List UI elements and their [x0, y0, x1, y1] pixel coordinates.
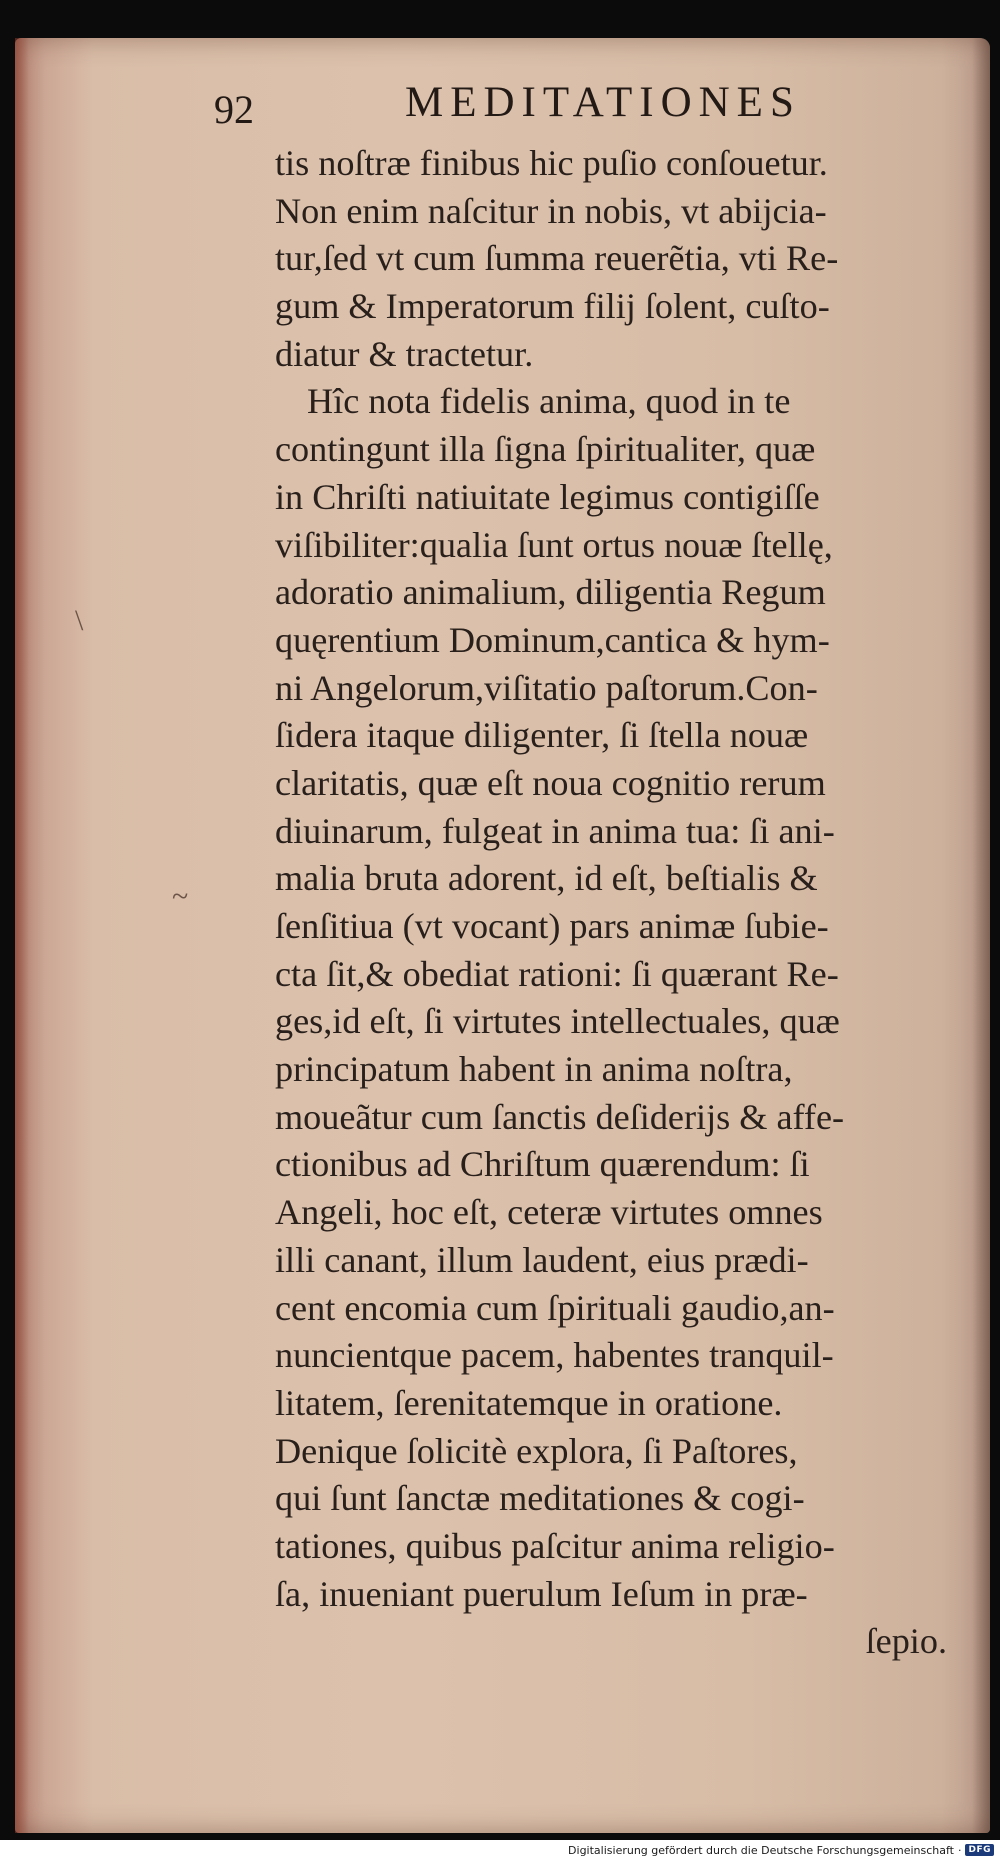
text-line: ſa, inueniant puerulum Ieſum in præ-: [275, 1573, 808, 1614]
text-line: Denique ſolicitè explora, ſi Paſtores,: [275, 1430, 798, 1471]
margin-mark: ~: [172, 880, 189, 913]
text-line: cent encomia cum ſpirituali gaudio,an-: [275, 1287, 835, 1328]
text-line: contingunt illa ſigna ſpiritualiter, quæ: [275, 429, 816, 470]
text-line: ni Angelorum,viſitatio paſtorum.Con-: [275, 667, 818, 708]
text-line: diatur & tractetur.: [275, 333, 534, 374]
text-line: diuinarum, fulgeat in anima tua: ſi ani-: [275, 810, 835, 851]
body-text: [275, 140, 975, 1666]
text-line: Non enim naſcitur in nobis, vt abijcia-: [275, 190, 827, 231]
text-line: adoratio animalium, diligentia Regum: [275, 572, 826, 613]
running-head: [200, 68, 840, 138]
margin-mark: \: [75, 604, 84, 637]
page-number: 92: [214, 87, 254, 132]
text-line: nuncientque pacem, habentes tranquil-: [275, 1335, 834, 1376]
text-line: viſibiliter:qualia ſunt ortus nouæ ſtellę,: [275, 524, 833, 565]
dfg-logo-icon: DFG: [965, 1844, 994, 1856]
text-line: gum & Imperatorum filij ſolent, cuſto-: [275, 286, 830, 327]
text-line: Angeli, hoc eſt, ceteræ virtutes omnes: [275, 1192, 823, 1233]
text-line: tur,ſed vt cum ſumma reuerẽtia, vti Re-: [275, 238, 839, 279]
digitization-credit: [568, 1841, 994, 1859]
text-line: ſidera itaque diligenter, ſi ſtella nouæ: [275, 715, 809, 756]
text-line: ſenſitiua (vt vocant) pars animæ ſubie-: [275, 906, 829, 946]
text-line: ſepio.: [865, 1621, 947, 1662]
text-line: Hîc nota fidelis anima, quod in te: [307, 381, 791, 422]
text-line: ctionibus ad Chriſtum quærendum: ſi: [275, 1144, 810, 1185]
text-line: tationes, quibus paſcitur anima religio-: [275, 1525, 835, 1566]
text-line: illi canant, illum laudent, eius prædi-: [275, 1239, 809, 1280]
text-line: cta ſit,& obediat rationi: ſi quærant Re-: [275, 953, 839, 994]
text-line: qui ſunt ſanctæ meditationes & cogi-: [275, 1478, 805, 1519]
credit-separator: ·: [957, 1843, 962, 1857]
text-line: tis noſtræ finibus hic puſio conſouetur.: [275, 143, 828, 183]
text-line: principatum habent in anima noſtra,: [275, 1049, 793, 1090]
page-left-edge: [15, 38, 29, 1833]
text-line: ges,id eſt, ſi virtutes intellectuales, quæ: [275, 1001, 840, 1042]
text-line: quęrentium Dominum,cantica & hym-: [275, 619, 830, 660]
text-line: moueãtur cum ſanctis deſiderijs & affe-: [275, 1096, 845, 1137]
running-title: MEDITATIONES: [405, 79, 801, 126]
text-line: claritatis, quæ eſt noua cognitio rerum: [275, 762, 826, 803]
text-line: malia bruta adorent, id eſt, beſtialis &: [275, 858, 818, 899]
text-line: litatem, ſerenitatemque in oratione.: [275, 1382, 783, 1423]
credit-text: Digitalisierung gefördert durch die Deutsche Forschungsgemeinschaft: [568, 1843, 954, 1857]
text-line: in Chriſti natiuitate legimus contigiſſe: [275, 476, 820, 517]
